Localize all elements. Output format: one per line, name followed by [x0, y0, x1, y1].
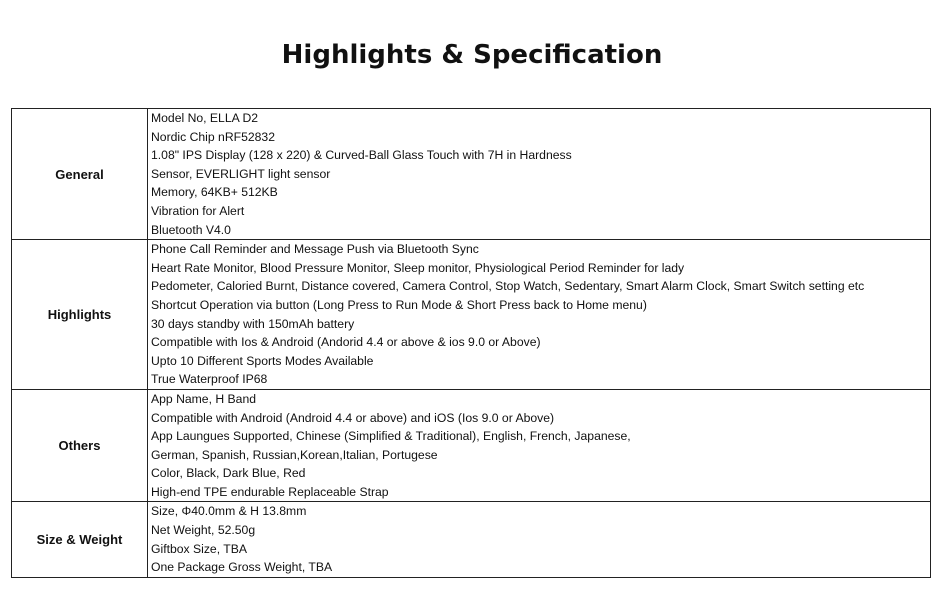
- category-label: General: [12, 109, 148, 240]
- spec-line: Phone Call Reminder and Message Push via Bluetooth Sync: [151, 242, 479, 257]
- spec-line: Size, Φ40.0mm & H 13.8mm: [151, 504, 307, 519]
- page-title: Highlights & Specification: [281, 40, 663, 70]
- spec-line: Heart Rate Monitor, Blood Pressure Monitor, Sleep monitor, Physiological Period Reminder for lady: [151, 260, 685, 275]
- category-label: Others: [12, 389, 148, 502]
- category-label: Highlights: [12, 240, 148, 390]
- spec-line: High-end TPE endurable Replaceable Strap: [151, 484, 389, 499]
- spec-line: Upto 10 Different Sports Modes Available: [151, 353, 374, 368]
- spec-row-others: [12, 389, 931, 502]
- spec-line: One Package Gross Weight, TBA: [151, 560, 333, 575]
- spec-line: App Name, H Band: [151, 391, 257, 406]
- spec-line: Giftbox Size, TBA: [151, 541, 247, 556]
- spec-line: German, Spanish, Russian,Korean,Italian, Portugese: [151, 447, 438, 462]
- spec-line: Bluetooth V4.0: [151, 222, 231, 237]
- spec-line: Vibration for Alert: [151, 203, 245, 218]
- spec-line: Color, Black, Dark Blue, Red: [151, 466, 306, 481]
- spec-line: Compatible with Android (Android 4.4 or above) and iOS (Ios 9.0 or Above): [151, 410, 555, 425]
- spec-row-highlights: [12, 240, 931, 390]
- spec-row-size-weight: [12, 502, 931, 577]
- spec-line: Pedometer, Caloried Burnt, Distance covered, Camera Control, Stop Watch, Sedentary, Smart Alarm Clock, Smart Switch setting etc: [151, 279, 865, 294]
- spec-items: [148, 389, 931, 502]
- spec-items: [148, 502, 931, 577]
- spec-line: Shortcut Operation via button (Long Press to Run Mode & Short Press back to Home menu): [151, 297, 647, 312]
- spec-line: Nordic Chip nRF52832: [151, 129, 275, 144]
- spec-row-general: [12, 109, 931, 240]
- specification-table: [11, 108, 931, 578]
- spec-line: Sensor, EVERLIGHT light sensor: [151, 166, 331, 181]
- spec-line: App Laungues Supported, Chinese (Simplified & Traditional), English, French, Japanese,: [151, 429, 631, 444]
- spec-line: Model No, ELLA D2: [151, 111, 259, 125]
- spec-items: [148, 109, 931, 240]
- spec-line: 30 days standby with 150mAh battery: [151, 316, 355, 331]
- spec-line: Memory, 64KB+ 512KB: [151, 185, 278, 200]
- category-label: Size & Weight: [12, 502, 148, 577]
- spec-line: True Waterproof IP68: [151, 372, 268, 387]
- spec-items: [148, 240, 931, 390]
- spec-line: 1.08" IPS Display (128 x 220) & Curved-Ball Glass Touch with 7H in Hardness: [151, 148, 572, 163]
- spec-line: Net Weight, 52.50g: [151, 523, 256, 538]
- spec-line: Compatible with Ios & Android (Andorid 4.4 or above & ios 9.0 or Above): [151, 335, 541, 350]
